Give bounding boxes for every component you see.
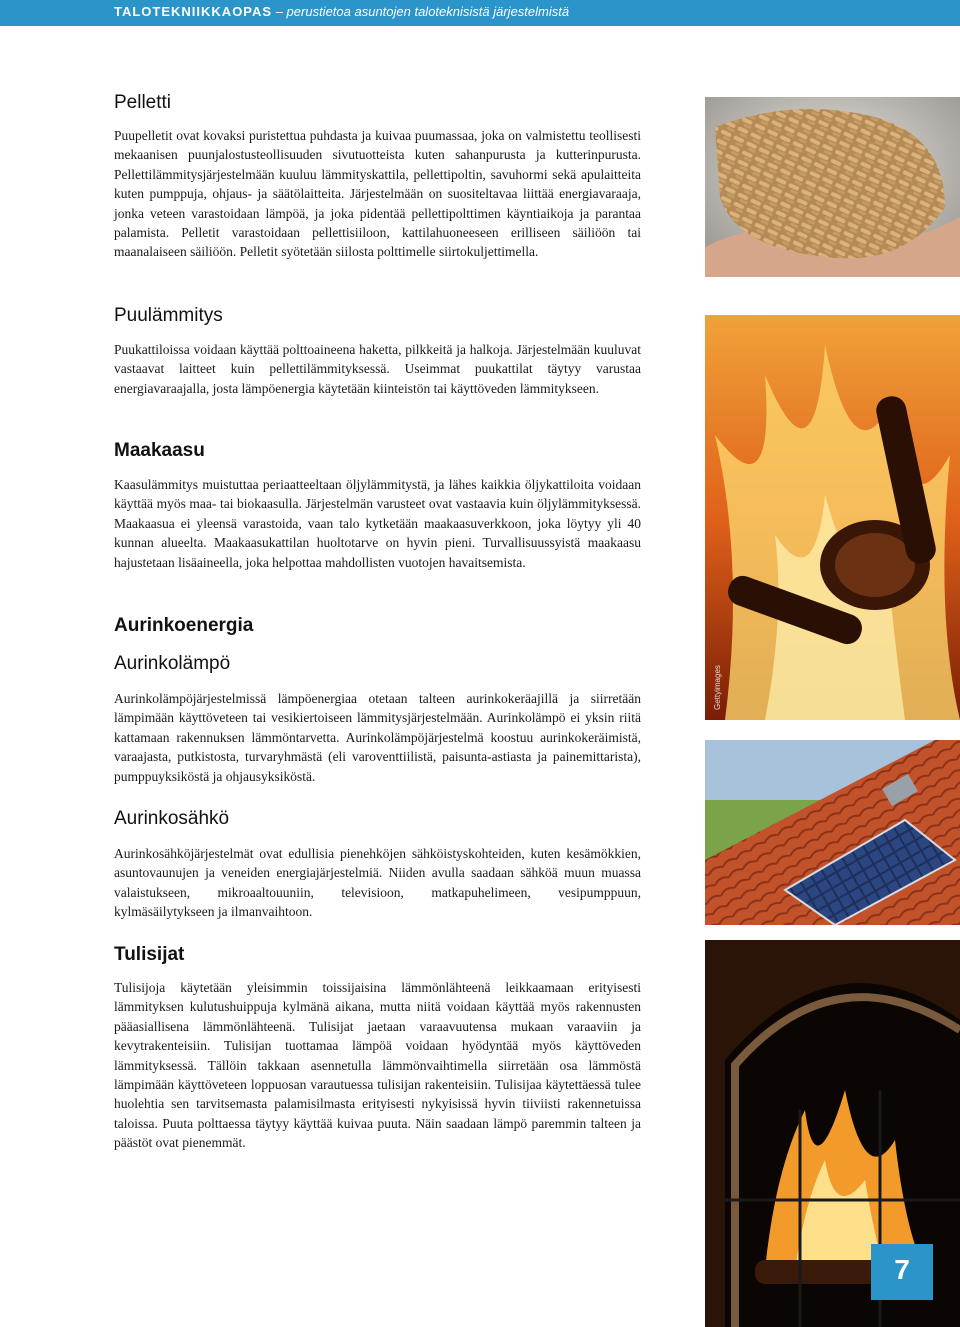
section-title-puulammitys: Puulämmitys <box>114 305 223 326</box>
header-bar <box>0 0 960 26</box>
solar-photo <box>705 740 960 925</box>
section-title-aurinkolampo: Aurinkolämpö <box>114 653 231 674</box>
photo-credit: Gettyimages <box>713 665 722 710</box>
section-text-aurinkolampo: Aurinkolämpöjärjestelmissä lämpöenergiaa otetaan talteen aurinkokeräajillä ja siirretään lämpimään käyttöveteen tai vesikiertoiseen lämmitysjärjestelmään. Aurinkolämpö ei yksin riitä kattamaan rakennuksen lämmöntarvetta. Aurinkolämpöjärjestelmä koostuu aurinkokeräimistä, varaajasta, putkistosta, turvaryhmästä (eli varoventtiilistä, paisunta-astiasta ja painemittarista), pumppuyksiköstä ja ohjausyksiköstä. <box>114 691 641 784</box>
pellets-image <box>705 97 960 277</box>
section-text-maakaasu: Kaasulämmitys muistuttaa periaatteeltaan öljylämmitystä, ja lähes kaikkia öljykattiloita voidaan käyttää myös maa- tai biokaasulla. Järjestelmän varusteet ovat vastaavia kuin öljylämmityksessä. Maakaasua ei yleensä varastoida, vaan talo kytketään maakaasuverkkoon, joka löytyy yli 40 kunnan alueelta. Maakaasukattilan huoltotarve on hyvin pieni. Turvallisuussyistä maakaasu hajustetaan lisäaineella, joka helpottaa mahdollisten vuotojen havaitsemista. <box>114 477 641 570</box>
section-title-pelletti: Pelletti <box>114 92 172 113</box>
page-number-box <box>871 1244 933 1300</box>
header-text <box>114 4 569 19</box>
header-brand: TALOTEKNIIKKAOPAS <box>114 4 273 19</box>
header-subtitle: – perustietoa asuntojen taloteknisistä järjestelmistä <box>275 4 570 19</box>
pellets-photo <box>705 97 960 277</box>
fire-image <box>705 315 960 720</box>
section-title-aurinkoenergia: Aurinkoenergia <box>114 615 254 636</box>
section-title-tulisijat: Tulisijat <box>114 944 185 965</box>
fire-photo <box>705 315 960 720</box>
section-title-aurinkosahko: Aurinkosähkö <box>114 808 230 829</box>
section-title-maakaasu: Maakaasu <box>114 440 205 461</box>
section-text-aurinkosahko: Aurinkosähköjärjestelmät ovat edullisia pienehköjen sähköistyskohteiden, kuten kesämökkien, asuntovaunujen ja veneiden energiajärjestelmiä. Niiden avulla saadaan sähköä muun muassa valaistukseen, mikroaaltouuniin, televisioon, matkapuhelimeen, vesipumppuun, kylmäsäilytykseen ja ilmanvaihtoon. <box>114 846 641 920</box>
page-number: 7 <box>894 1254 910 1285</box>
section-text-tulisijat: Tulisijoja käytetään yleisimmin toissijaisina lämmönlähteenä leikkaamaan erityisesti lämmityksen kulutushuippuja kylmänä aikana, mutta niitä voidaan käyttää myös rakennusten pääasiallisena lämmönlähteenä. Tulisijat jaetaan varaavuutensa mukaan varaaviin ja kevytrakenteisiin. Tulisijan tuottamaa lämpöä voidaan hyödyntää myös käyttöveden lämmityksessä. Tällöin takkaan asennetulla lämmönvaihtimella siirretään osa lämmöstä lämpimään käyttöveteen loppuosan varautuessa tulisijan rakenteisiin. Tulisijaa käytettäessä tulee huolehtia sen tarvitsemasta palamisilmasta erityisesti nykyisissä hyvin tiiviisti rakennetuissa taloissa. Puuta polttaessa täytyy käyttää kuivaa puuta. Näin saadaan lämpö paremmin talteen ja päästöt ovat pienemmät. <box>114 980 641 1151</box>
solar-image <box>705 740 960 925</box>
section-text-pelletti: Puupelletit ovat kovaksi puristettua puhdasta ja kuivaa puumassaa, joka on valmistettu teollisesti mekaanisen puunjalostusteollisuuden sivutuotteista kuten sahanpurusta ja kutterinpurusta. Pellettilämmitysjärjestelmään kuuluu lämmityskattila, pellettipoltin, savuhormi sekä apulaitteita kuten pumppuja, ohjaus- ja säätölaitteita. Järjestelmään on suositeltavaa liittää energiavaraaja, jonka veteen varastoidaan lämpöä, ja joka pidentää pellettipolttimen käyntiaikoja ja parantaa palamista. Pelletit varastoidaan pellettisiiloon, kattilahuoneeseen erilliseen säiliöön tai maanalaiseen säiliöön. Pelletit syötetään siilosta polttimelle siirtokuljettimella. <box>114 128 641 260</box>
section-text-puulammitys: Puukattiloissa voidaan käyttää polttoaineena haketta, pilkkeitä ja halkoja. Järjestelmään kuuluvat vastaavat laitteet kuin pellettilämmityksessä. Useimmat puukattilat täytyy varustaa energiavaraajalla, josta lämpöenergia käytetään kiinteistön tai käyttöveden lämmitykseen. <box>114 342 641 396</box>
